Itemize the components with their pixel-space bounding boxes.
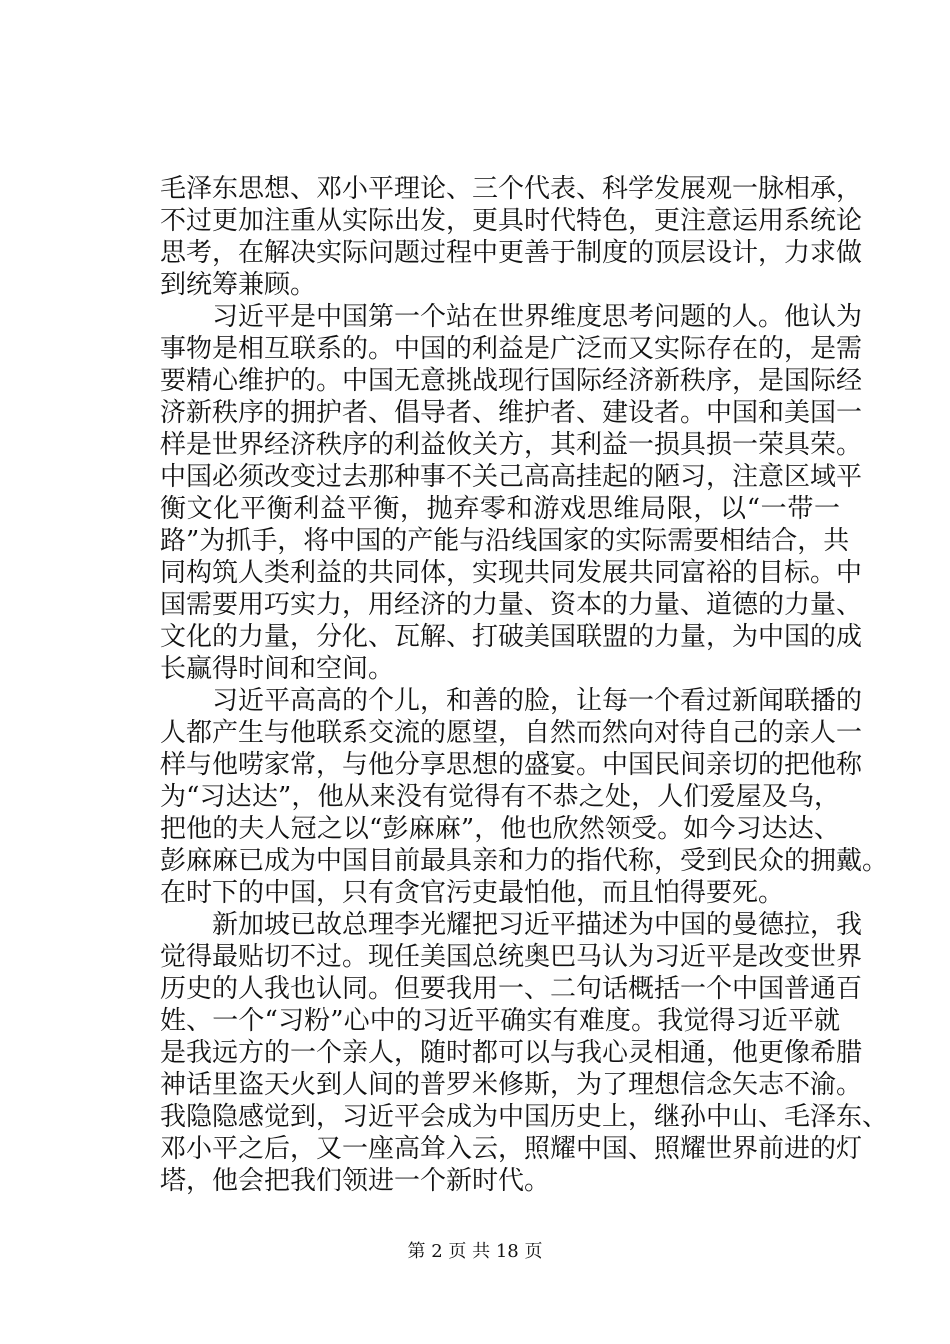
paragraph-first-line: 习近平高高的个儿，和善的脸，让每一个看过新闻联播的 <box>212 686 863 716</box>
text-line: 塔，他会把我们领进一个新时代。 <box>160 1166 551 1196</box>
text-line: 到统筹兼顾。 <box>160 270 317 300</box>
text-line: 历史的人我也认同。但要我用一、二句话概括一个中国普通百 <box>160 974 863 1004</box>
text-line: 长赢得时间和空间。 <box>160 654 395 684</box>
text-line: 国需要用巧实力，用经济的力量、资本的力量、道德的力量、 <box>160 590 863 620</box>
text-line: 是我远方的一个亲人，随时都可以与我心灵相通，他更像希腊 <box>160 1038 863 1068</box>
text-line: 样与他唠家常，与他分享思想的盛宴。中国民间亲切的把他称 <box>160 750 863 780</box>
paragraph-first-line: 新加坡已故总理李光耀把习近平描述为中国的曼德拉，我 <box>212 910 863 940</box>
text-line: 样是世界经济秩序的利益攸关方，其利益一损具损一荣具荣。 <box>160 430 863 460</box>
text-line: 神话里盗天火到人间的普罗米修斯，为了理想信念矢志不渝。 <box>160 1070 863 1100</box>
text-line: 事物是相互联系的。中国的利益是广泛而又实际存在的，是需 <box>160 334 863 364</box>
text-line: 济新秩序的拥护者、倡导者、维护者、建设者。中国和美国一 <box>160 398 863 428</box>
text-line: 在时下的中国，只有贪官污吏最怕他，而且怕得要死。 <box>160 878 785 908</box>
text-line: 彭麻麻已成为中国目前最具亲和力的指代称，受到民众的拥戴。 <box>160 846 889 876</box>
text-line: 路”为抓手，将中国的产能与沿线国家的实际需要相结合，共 <box>160 526 850 556</box>
text-line: 思考，在解决实际问题过程中更善于制度的顶层设计，力求做 <box>160 238 863 268</box>
text-line: 邓小平之后，又一座高耸入云，照耀中国、照耀世界前进的灯 <box>160 1134 863 1164</box>
text-line: 我隐隐感觉到，习近平会成为中国历史上，继孙中山、毛泽东、 <box>160 1102 889 1132</box>
text-line: 文化的力量，分化、瓦解、打破美国联盟的力量，为中国的成 <box>160 622 863 652</box>
text-line: 不过更加注重从实际出发，更具时代特色，更注意运用系统论 <box>160 206 863 236</box>
text-line: 人都产生与他联系交流的愿望，自然而然向对待自己的亲人一 <box>160 718 863 748</box>
text-line: 中国必须改变过去那种事不关己高高挂起的陋习，注意区域平 <box>160 462 863 492</box>
text-line: 毛泽东思想、邓小平理论、三个代表、科学发展观一脉相承， <box>160 174 863 204</box>
text-line: 要精心维护的。中国无意挑战现行国际经济新秩序，是国际经 <box>160 366 863 396</box>
page-number-footer: 第 2 页 共 18 页 <box>407 1241 543 1262</box>
paragraph-first-line: 习近平是中国第一个站在世界维度思考问题的人。他认为 <box>212 302 863 332</box>
text-line: 同构筑人类利益的共同体，实现共同发展共同富裕的目标。中 <box>160 558 863 588</box>
text-line: 为“习达达”，他从来没有觉得有不恭之处，人们爱屋及乌， <box>160 782 840 812</box>
text-line: 姓、一个“习粉”心中的习近平确实有难度。我觉得习近平就 <box>160 1006 840 1036</box>
text-line: 衡文化平衡利益平衡，抛弃零和游戏思维局限，以“一带一 <box>160 494 840 524</box>
text-line: 把他的夫人冠之以“彭麻麻”，他也欣然领受。如今习达达、 <box>160 814 840 844</box>
text-line: 觉得最贴切不过。现任美国总统奥巴马认为习近平是改变世界 <box>160 942 863 972</box>
